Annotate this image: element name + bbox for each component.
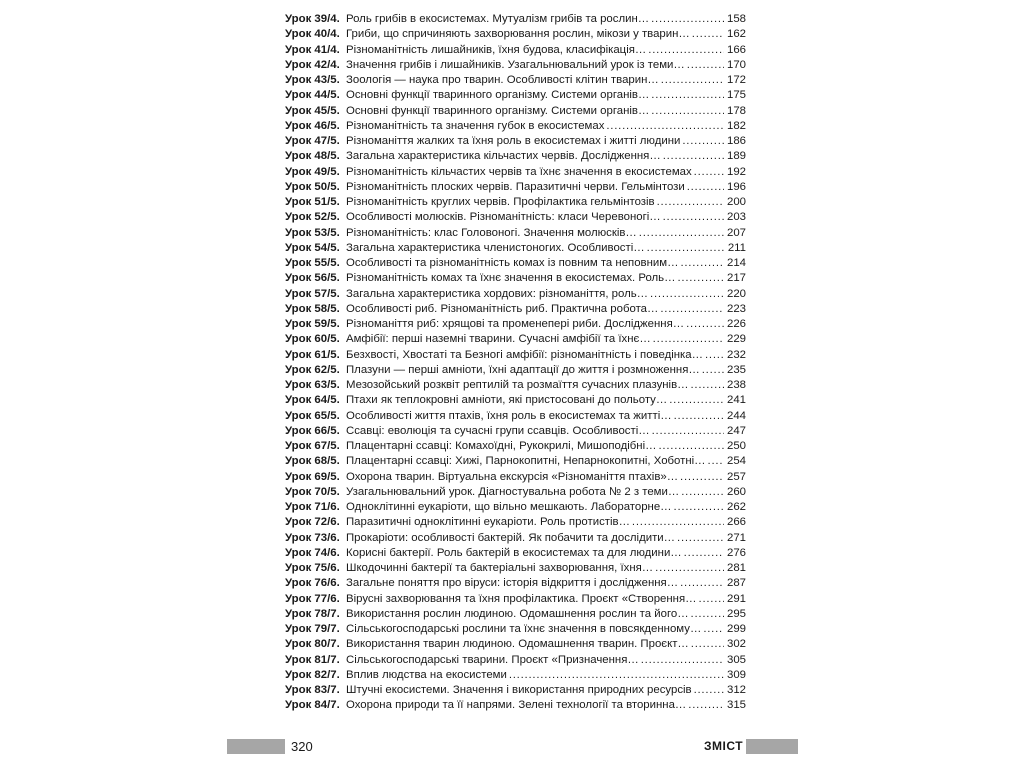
toc-page-number: 247 (726, 424, 746, 437)
toc-lesson-number: Урок 70/5. (285, 485, 340, 498)
toc-entry (285, 88, 746, 103)
toc-lesson-title: Основні функції тваринного організму. Системи органів… . . . (346, 104, 724, 119)
toc-lesson-number: Урок 42/4. (285, 58, 340, 71)
toc-lesson-title: Корисні бактерії. Роль бактерій в екосистемах та для людини… . . . (346, 546, 724, 561)
toc-entry (285, 592, 746, 607)
toc-entry (285, 317, 746, 332)
toc-entry (285, 226, 746, 241)
toc-lesson-title: Охорона природи та її напрями. Зелені технології та вторинна… . . . (346, 698, 724, 713)
toc-lesson-number: Урок 75/6. (285, 562, 340, 574)
toc-lesson-title: Одноклітинні еукаріоти, що вільно мешкають. Лабораторне… . . . (346, 500, 724, 515)
toc-lesson-number: Урок 62/5. (285, 363, 340, 376)
toc-entry (285, 348, 746, 363)
toc-lesson-number: Урок 53/5. (285, 226, 340, 239)
toc-page-number: 260 (726, 485, 746, 498)
toc-page-number: 214 (726, 257, 746, 269)
toc-page-number: 223 (726, 302, 746, 315)
toc-entry (285, 607, 746, 622)
toc-lesson-number: Урок 69/5. (285, 470, 340, 483)
toc-lesson-number: Урок 77/6. (285, 592, 340, 605)
toc-lesson-title: Узагальнювальний урок. Діагностувальна робота № 2 з теми… . . . (346, 485, 724, 500)
toc-lesson-number: Урок 47/5. (285, 135, 340, 147)
toc-entry (285, 119, 746, 134)
toc-entry (285, 653, 746, 668)
toc-entry (285, 515, 746, 530)
toc-lesson-number: Урок 59/5. (285, 318, 340, 330)
toc-entry (285, 73, 746, 88)
toc-lesson-title: Особливості риб. Різноманітність риб. Практична робота… . . . (346, 302, 724, 317)
toc-entry (285, 302, 746, 317)
toc-entry (285, 393, 746, 408)
toc-entry (285, 409, 746, 424)
toc-lesson-title: Плацентарні ссавці: Хижі, Парнокопитні, Непарнокопитні, Хоботні… . . . (346, 454, 724, 469)
toc-lesson-title: Штучні екосистеми. Значення і використання природних ресурсів . . . (346, 683, 724, 698)
toc-page-number: 229 (726, 333, 746, 346)
toc-lesson-title: Різноманітність кільчастих червів та їхнє значення в екосистемах . . . (346, 165, 724, 180)
toc-lesson-title: Різноманітність комах та їхнє значення в екосистемах. Роль… . . . (346, 271, 724, 286)
toc-lesson-number: Урок 71/6. (285, 501, 340, 513)
toc-page-number: 305 (726, 653, 746, 666)
toc-lesson-number: Урок 45/5. (285, 104, 340, 117)
toc-lesson-number: Урок 56/5. (285, 272, 340, 285)
toc-lesson-title: Загальне поняття про віруси: історія відкриття і дослідження… . . . (346, 576, 724, 591)
toc-lesson-title: Зоологія — наука про тварин. Особливості клітин тварин… . . . (346, 73, 724, 88)
toc-page-number: 200 (726, 196, 746, 208)
toc-lesson-title: Паразитичні одноклітинні еукаріоти. Роль протистів… . . . (346, 515, 724, 530)
toc-page-number: 158 (726, 13, 746, 25)
toc-lesson-number: Урок 58/5. (285, 302, 340, 315)
toc-lesson-title: Мезозойський розквіт рептилій та розмаїття сучасних плазунів… . . . (346, 378, 724, 393)
toc-lesson-number: Урок 63/5. (285, 379, 340, 391)
toc-lesson-number: Урок 76/6. (285, 577, 340, 590)
toc-lesson-title: Плазуни — перші амніоти, їхні адаптації до життя і розмноження… . . . (346, 363, 724, 378)
toc-entry (285, 378, 746, 393)
toc-lesson-number: Урок 82/7. (285, 668, 340, 681)
toc-entry (285, 470, 746, 485)
toc-entry (285, 363, 746, 378)
footer-page-number: 320 (291, 739, 313, 754)
toc-lesson-number: Урок 84/7. (285, 699, 340, 712)
footer-bar-left (227, 739, 285, 754)
toc-page-number: 281 (726, 562, 746, 574)
toc-page-number: 312 (726, 684, 746, 696)
toc-entry (285, 149, 746, 164)
toc-lesson-number: Урок 46/5. (285, 119, 340, 132)
toc-page-number: 302 (726, 638, 746, 651)
toc-page-number: 211 (727, 241, 746, 254)
toc-page-number: 291 (726, 592, 746, 605)
toc-lesson-number: Урок 79/7. (285, 623, 340, 635)
toc-lesson-number: Урок 74/6. (285, 546, 340, 559)
toc-lesson-number: Урок 81/7. (285, 653, 340, 666)
toc-lesson-title: Вірусні захворювання та їхня профілактика. Проєкт «Створення… . . . (346, 592, 724, 607)
toc-entry (285, 683, 746, 698)
toc-page-number: 254 (726, 455, 746, 468)
toc-lesson-number: Урок 61/5. (285, 348, 340, 361)
toc-page-number: 276 (726, 546, 746, 559)
toc-lesson-number: Урок 66/5. (285, 424, 340, 437)
toc-entry (285, 424, 746, 439)
toc-entry (285, 622, 746, 637)
toc-lesson-title: Роль грибів в екосистемах. Мутуалізм грибів та рослин… . . . (346, 12, 724, 27)
toc-lesson-number: Урок 65/5. (285, 409, 340, 422)
toc-lesson-title: Різноманітність плоских червів. Паразитичні черви. Гельмінтози . . . (346, 180, 724, 195)
toc-lesson-title: Особливості життя птахів, їхня роль в екосистемах та житті… . . . (346, 409, 724, 424)
toc-page-number: 217 (726, 272, 746, 285)
toc-entry (285, 454, 746, 469)
toc-lesson-number: Урок 80/7. (285, 638, 340, 651)
toc-entry (285, 43, 746, 58)
toc-page-number: 299 (726, 623, 746, 635)
toc-lesson-title: Загальна характеристика хордових: різноманіття, роль… . . . (346, 287, 724, 302)
toc-lesson-title: Безхвості, Хвостаті та Безногі амфібії: різноманітність і поведінка… . . . (346, 348, 724, 363)
toc-page-number: 186 (726, 135, 746, 147)
toc-page-number: 235 (726, 363, 746, 376)
toc-lesson-number: Урок 72/6. (285, 516, 340, 529)
toc-lesson-title: Загальна характеристика членистоногих. Особливості… . . . (346, 241, 724, 256)
toc-lesson-title: Прокаріоти: особливості бактерій. Як побачити та дослідити… . . . (346, 531, 724, 546)
toc-entry (285, 561, 746, 576)
toc-entry (285, 698, 746, 713)
toc-lesson-number: Урок 44/5. (285, 89, 340, 102)
toc-page-number: 226 (726, 318, 746, 330)
toc-entry (285, 58, 746, 73)
footer-section-label: ЗМІСТ (704, 739, 744, 753)
toc-page-number: 196 (726, 180, 746, 193)
toc-page-number: 166 (726, 43, 746, 56)
toc-page-number: 232 (726, 348, 746, 361)
toc-entry (285, 241, 746, 256)
toc-lesson-title: Плацентарні ссавці: Комахоїдні, Рукокрилі, Мишоподібні… . . . (346, 439, 724, 454)
toc-lesson-title: Амфібії: перші наземні тварини. Сучасні амфібії та їхнє… . . . (346, 332, 724, 347)
toc-page-number: 170 (726, 58, 746, 71)
toc-lesson-title: Різноманіття жалких та їхня роль в екосистемах і житті людини . . . (346, 134, 724, 149)
toc-page-number: 238 (726, 379, 746, 391)
toc-page-number: 266 (726, 516, 746, 529)
toc-entry (285, 256, 746, 271)
toc-page-number: 172 (726, 74, 746, 86)
toc-entry (285, 637, 746, 652)
toc-lesson-title: Сільськогосподарські рослини та їхнє значення в повсякденному… . . . (346, 622, 724, 637)
toc-entry (285, 287, 746, 302)
table-of-contents (285, 12, 746, 714)
toc-lesson-number: Урок 57/5. (285, 287, 340, 300)
toc-lesson-title: Вплив людства на екосистеми . . . (346, 668, 724, 683)
toc-entry (285, 668, 746, 683)
toc-lesson-title: Основні функції тваринного організму. Системи органів… . . . (346, 88, 724, 103)
toc-page-number: 271 (726, 531, 746, 544)
toc-lesson-number: Урок 52/5. (285, 211, 340, 224)
toc-lesson-title: Особливості та різноманітність комах із повним та неповним… . . . (346, 256, 724, 271)
toc-lesson-number: Урок 41/4. (285, 43, 340, 56)
toc-lesson-number: Урок 60/5. (285, 333, 340, 346)
toc-entry (285, 104, 746, 119)
toc-lesson-title: Використання тварин людиною. Одомашнення тварин. Проєкт… . . . (346, 637, 724, 652)
toc-lesson-title: Сільськогосподарські тварини. Проєкт «Призначення… . . . (346, 653, 724, 668)
toc-lesson-title: Охорона тварин. Віртуальна екскурсія «Різноманіття птахів»… . . . (346, 470, 724, 485)
toc-lesson-number: Урок 64/5. (285, 394, 340, 407)
toc-page-number: 207 (726, 226, 746, 239)
toc-entry (285, 195, 746, 210)
toc-lesson-title: Різноманітність лишайників, їхня будова, класифікація… . . . (346, 43, 724, 58)
toc-page-number: 295 (726, 607, 746, 620)
toc-lesson-number: Урок 83/7. (285, 684, 340, 696)
toc-page-number: 162 (726, 28, 746, 41)
toc-page-number: 250 (726, 440, 746, 452)
toc-page-number: 178 (726, 104, 746, 117)
toc-entry (285, 271, 746, 286)
toc-page-number: 309 (726, 668, 746, 681)
toc-page-number: 257 (726, 470, 746, 483)
toc-entry (285, 531, 746, 546)
toc-entry (285, 546, 746, 561)
toc-lesson-number: Урок 50/5. (285, 180, 340, 193)
toc-entry (285, 485, 746, 500)
toc-page-number: 220 (726, 287, 746, 300)
toc-lesson-title: Шкодочинні бактерії та бактеріальні захворювання, їхня… . . . (346, 561, 724, 576)
toc-lesson-number: Урок 55/5. (285, 257, 340, 269)
toc-lesson-number: Урок 49/5. (285, 165, 340, 178)
toc-lesson-number: Урок 68/5. (285, 455, 340, 468)
toc-page-number: 182 (726, 119, 746, 132)
toc-lesson-number: Урок 43/5. (285, 74, 340, 86)
toc-lesson-number: Урок 40/4. (285, 28, 340, 41)
toc-lesson-title: Різноманітність та значення губок в екосистемах . . . (346, 119, 724, 134)
toc-entry (285, 439, 746, 454)
toc-entry (285, 332, 746, 347)
toc-lesson-number: Урок 39/4. (285, 13, 340, 25)
toc-lesson-number: Урок 48/5. (285, 150, 340, 163)
toc-lesson-title: Гриби, що спричиняють захворювання рослин, мікози у тварин… . . . (346, 27, 724, 42)
toc-entry (285, 134, 746, 149)
toc-lesson-number: Урок 73/6. (285, 531, 340, 544)
toc-entry (285, 576, 746, 591)
toc-lesson-title: Особливості молюсків. Різноманітність: класи Черевоногі… . . . (346, 210, 724, 225)
toc-lesson-title: Різноманіття риб: хрящові та променепері риби. Дослідження… . . . (346, 317, 724, 332)
toc-entry (285, 12, 746, 27)
toc-entry (285, 500, 746, 515)
toc-entry (285, 210, 746, 225)
toc-entry (285, 165, 746, 180)
toc-page-number: 315 (726, 699, 746, 712)
toc-page-number: 192 (726, 165, 746, 178)
toc-lesson-title: Ссавці: еволюція та сучасні групи ссавців. Особливості… . . . (346, 424, 724, 439)
toc-page-number: 287 (726, 577, 746, 590)
toc-lesson-number: Урок 51/5. (285, 196, 340, 208)
toc-page-number: 203 (726, 211, 746, 224)
toc-page-number: 262 (726, 501, 746, 513)
toc-lesson-title: Загальна характеристика кільчастих червів. Дослідження… . . . (346, 149, 724, 164)
toc-lesson-title: Значення грибів і лишайників. Узагальнювальний урок із теми… . . . (346, 58, 724, 73)
toc-lesson-number: Урок 67/5. (285, 440, 340, 452)
toc-lesson-title: Різноманітність: клас Головоногі. Значення молюсків… . . . (346, 226, 724, 241)
toc-lesson-number: Урок 78/7. (285, 607, 340, 620)
toc-page-number: 189 (726, 150, 746, 163)
toc-lesson-title: Використання рослин людиною. Одомашнення рослин та його… . . . (346, 607, 724, 622)
toc-page-number: 241 (726, 394, 746, 407)
toc-entry (285, 27, 746, 42)
toc-entry (285, 180, 746, 195)
toc-lesson-number: Урок 54/5. (285, 241, 340, 254)
toc-lesson-title: Птахи як теплокровні амніоти, які пристосовані до польоту… . . . (346, 393, 724, 408)
toc-page-number: 244 (726, 409, 746, 422)
footer-bar-right (746, 739, 798, 754)
toc-page-number: 175 (726, 89, 746, 102)
toc-lesson-title: Різноманітність круглих червів. Профілактика гельмінтозів . . . (346, 195, 724, 210)
